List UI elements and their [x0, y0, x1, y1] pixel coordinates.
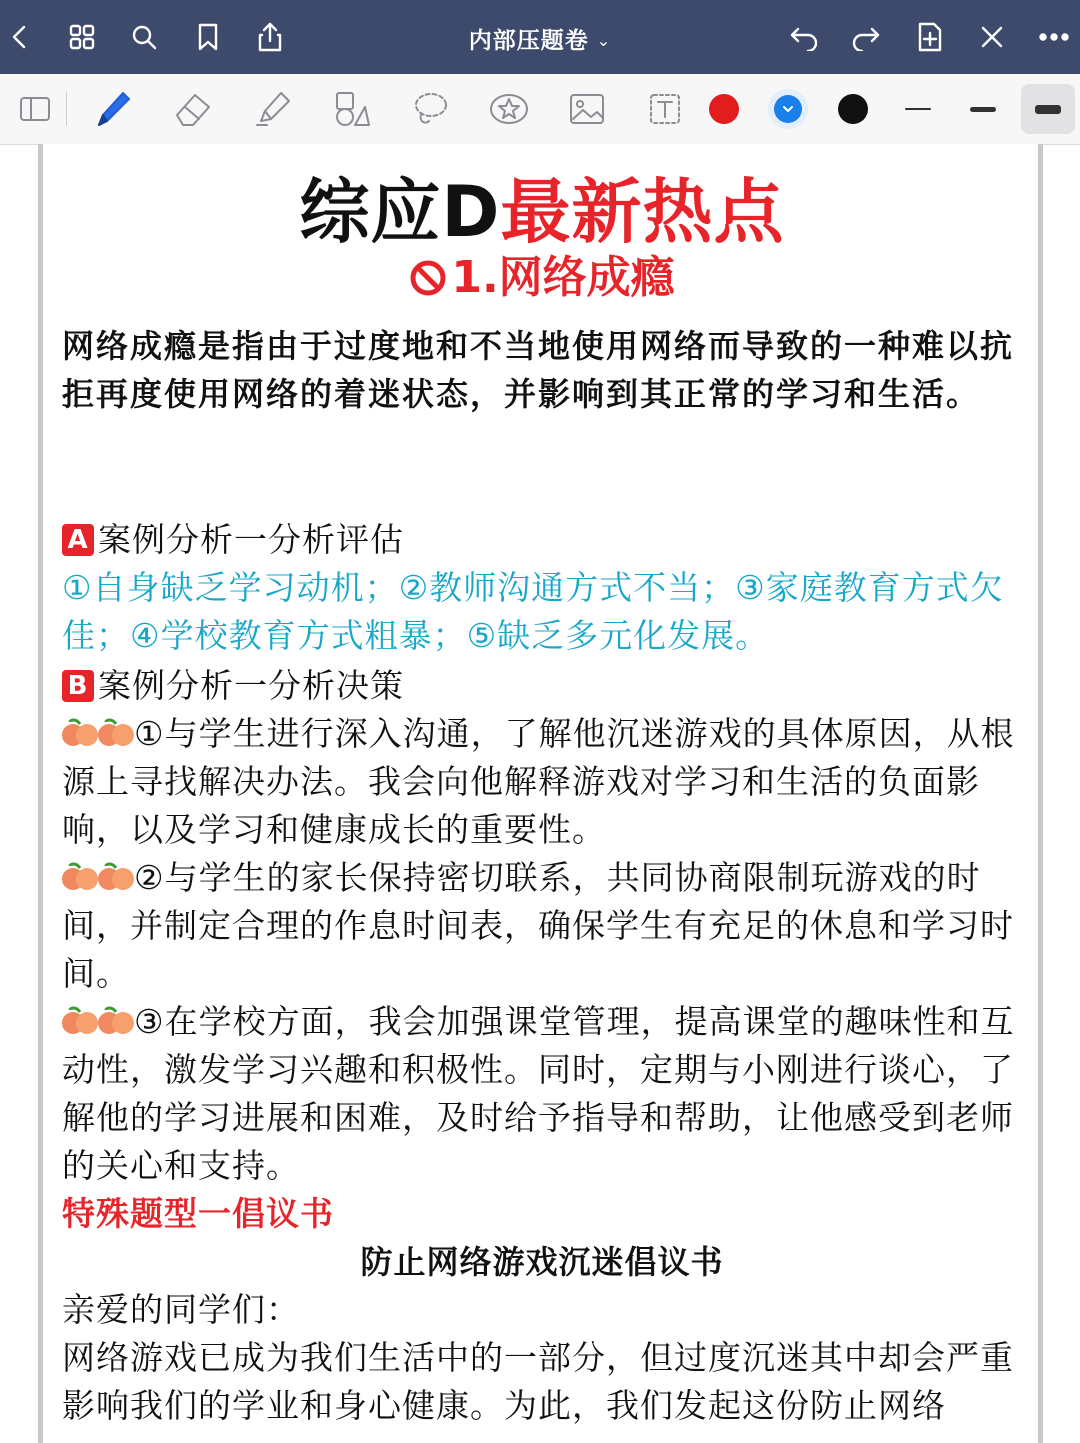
more-icon[interactable] — [1034, 17, 1074, 57]
peach-icon — [62, 715, 98, 749]
salutation: 亲爱的同学们： — [62, 1290, 300, 1329]
document-title-text: 内部压题卷 — [468, 28, 589, 54]
lasso-icon[interactable] — [406, 84, 456, 134]
proposal-body: 网络游戏已成为我们生活中的一部分，但过度沉迷其中却会严重影响我们的学业和身心健康。为此，我们发起这份防止网络 — [62, 1338, 1014, 1425]
section-a-title: 案例分析一分析评估 — [98, 520, 404, 559]
badge-a: A — [62, 524, 94, 556]
title-red-part: 最新热点 — [500, 171, 785, 253]
shapes-icon[interactable] — [326, 84, 376, 134]
chevron-down-icon: ⌄ — [596, 31, 612, 50]
stroke-thin-option[interactable] — [893, 84, 943, 134]
color-blue-swatch[interactable] — [763, 84, 813, 134]
stroke-thick-option[interactable] — [1021, 84, 1075, 134]
toolbar-divider — [66, 92, 67, 126]
redo-icon[interactable] — [846, 17, 886, 57]
proposal-title: 防止网络游戏沉迷倡议书 — [360, 1243, 724, 1281]
peach-icon — [98, 859, 134, 893]
text-icon[interactable] — [640, 84, 690, 134]
topic-subtitle — [62, 252, 1022, 304]
sticker-icon[interactable] — [484, 84, 534, 134]
peach-icon — [98, 1003, 134, 1037]
section-b-title: 案例分析一分析决策 — [98, 666, 404, 705]
peach-icon — [62, 1003, 98, 1037]
title-black-part: 综应D — [299, 171, 501, 253]
peach-icon — [62, 859, 98, 893]
add-page-icon[interactable] — [910, 17, 950, 57]
section-b-heading — [62, 662, 1022, 710]
page-title — [62, 171, 1022, 253]
eraser-icon[interactable] — [168, 84, 218, 134]
measure-text: ①与学生进行深入沟通，了解他沉迷游戏的具体原因，从根源上寻找解决办法。我会向他解释游戏对学习和生活的负面影响，以及学习和健康成长的重要性。 — [62, 714, 1015, 849]
section-b — [62, 662, 1022, 1430]
badge-b: B — [62, 670, 94, 702]
list-item — [62, 998, 1022, 1190]
peach-icon — [98, 715, 134, 749]
section-a-text: ①自身缺乏学习动机；②教师沟通方式不当；③家庭教育方式欠佳；④学校教育方式粗暴；⑤缺乏多元化发展。 — [62, 568, 1004, 655]
definition-paragraph: 网络成瘾是指由于过度地和不当地使用网络而导致的一种难以抗拒再度使用网络的着迷状态，并影响到其正常的学习和生活。 — [62, 327, 1015, 413]
list-item — [62, 854, 1022, 998]
color-red-swatch[interactable] — [699, 84, 749, 134]
image-icon[interactable] — [562, 84, 612, 134]
color-black-swatch[interactable] — [828, 84, 878, 134]
top-nav-bar — [0, 0, 1080, 74]
drawing-toolbar — [0, 74, 1080, 145]
subtitle-text: 1.网络成瘾 — [451, 252, 675, 303]
section-a — [62, 516, 1022, 660]
undo-icon[interactable] — [784, 17, 824, 57]
pen-icon[interactable] — [88, 84, 138, 134]
close-icon[interactable] — [972, 17, 1012, 57]
list-item — [62, 710, 1022, 854]
sidebar-toggle-icon[interactable] — [10, 84, 60, 134]
prohibited-icon — [409, 257, 447, 295]
measure-text: ③在学校方面，我会加强课堂管理，提高课堂的趣味性和互动性，激发学习兴趣和积极性。同时，定期与小刚进行谈心，了解他的学习进展和困难，及时给予指导和帮助，让他感受到老师的关心和支持。 — [62, 1002, 1015, 1185]
section-a-heading — [62, 516, 1022, 564]
special-question-heading: 特殊题型一倡议书 — [62, 1194, 334, 1233]
measure-text: ②与学生的家长保持密切联系，共同协商限制玩游戏的时间，并制定合理的作息时间表，确保学生有充足的休息和学习时间。 — [62, 858, 1014, 993]
stroke-medium-option[interactable] — [958, 84, 1008, 134]
highlighter-icon[interactable] — [248, 84, 298, 134]
